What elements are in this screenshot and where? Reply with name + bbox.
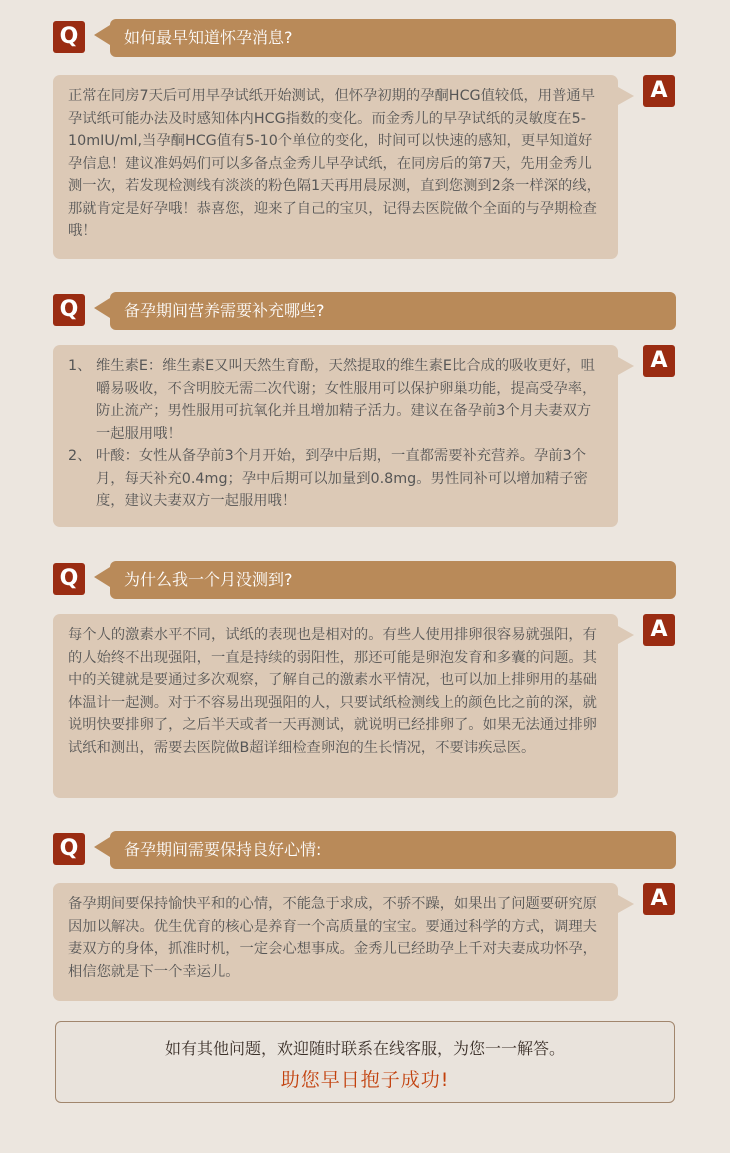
answer-badge: A [643, 614, 675, 646]
list-text: 叶酸：女性从备孕前3个月开始，到孕中后期，一直都需要补充营养。孕前3个月，每天补充0.4mg；孕中后期可以加量到0.8mg。男性同补可以增加精子密度，建议夫妻双方一起服用哦！ [96, 448, 588, 509]
answer-badge: A [643, 75, 675, 107]
question-title: 为什么我一个月没测到? [110, 561, 676, 599]
answer-text: 备孕期间要保持愉快平和的心情，不能急于求成，不骄不躁，如果出了问题要研究原因加以解决。优生优育的核心是养育一个高质量的宝宝。要通过科学的方式，调理夫妻双方的身体，抓准时机，一定会心想事成。金秀儿已经助孕上千对夫妻成功怀孕，相信您就是下一个幸运儿。 [53, 883, 618, 1001]
question-title: 如何最早知道怀孕消息? [110, 19, 676, 57]
question-badge: Q [53, 563, 85, 595]
answer-list [53, 345, 618, 527]
contact-footer [55, 1021, 675, 1103]
question-badge: Q [53, 833, 85, 865]
list-item [68, 445, 604, 513]
question-badge: Q [53, 294, 85, 326]
list-number: 1、 [68, 358, 92, 374]
question-title: 备孕期间需要保持良好心情: [110, 831, 676, 869]
list-text: 维生素E：维生素E又叫天然生育酚，天然提取的维生素E比合成的吸收更好，咀嚼易吸收，不含明胶无需二次代谢；女性服用可以保护卵巢功能，提高受孕率，防止流产；男性服用可抗氧化并且增加精子活力。建议在备孕前3个月夫妻双方一起服用哦！ [96, 358, 597, 442]
answer-text: 正常在同房7天后可用早孕试纸开始测试，但怀孕初期的孕酮HCG值较低，用普通早孕试纸可能办法及时感知体内HCG指数的变化。而金秀儿的早孕试纸的灵敏度在5-10mIU/ml,当孕酮HCG值有5-10个单位的变化，时间可以快速的感知，更早知道好孕信息！建议准妈妈们可以多备点金秀儿早孕试纸，在同房后的第7天，先用金秀儿测一次，若发现检测线有淡淡的粉色隔1天再用晨尿测，直到您测到2条一样深的线，那就肯定是好孕哦！恭喜您，迎来了自己的宝贝，记得去医院做个全面的与孕期检查哦！ [53, 75, 618, 259]
answer-text: 每个人的激素水平不同，试纸的表现也是相对的。有些人使用排卵很容易就强阳，有的人始终不出现强阳，一直是持续的弱阳性，那还可能是卵泡发育和多囊的问题。其中的关键就是要通过多次观察，了解自己的激素水平情况，也可以加上排卵用的基础体温计一起测。对于不容易出现强阳的人，只要试纸检测线上的颜色比之前的深，就说明快要排卵了，之后半天或者一天再测试，就说明已经排卵了。如果无法通过排卵试纸和测出，需要去医院做B超详细检查卵泡的生长情况，不要讳疾忌医。 [53, 614, 618, 798]
answer-badge: A [643, 883, 675, 915]
contact-text: 如有其他问题，欢迎随时联系在线客服，为您一一解答。 [164, 1039, 565, 1058]
question-badge: Q [53, 21, 85, 53]
slogan: 助您早日抱子成功! [280, 1069, 450, 1091]
answer-badge: A [643, 345, 675, 377]
question-title: 备孕期间营养需要补充哪些? [110, 292, 676, 330]
list-item [68, 355, 604, 445]
list-number: 2、 [68, 448, 92, 464]
